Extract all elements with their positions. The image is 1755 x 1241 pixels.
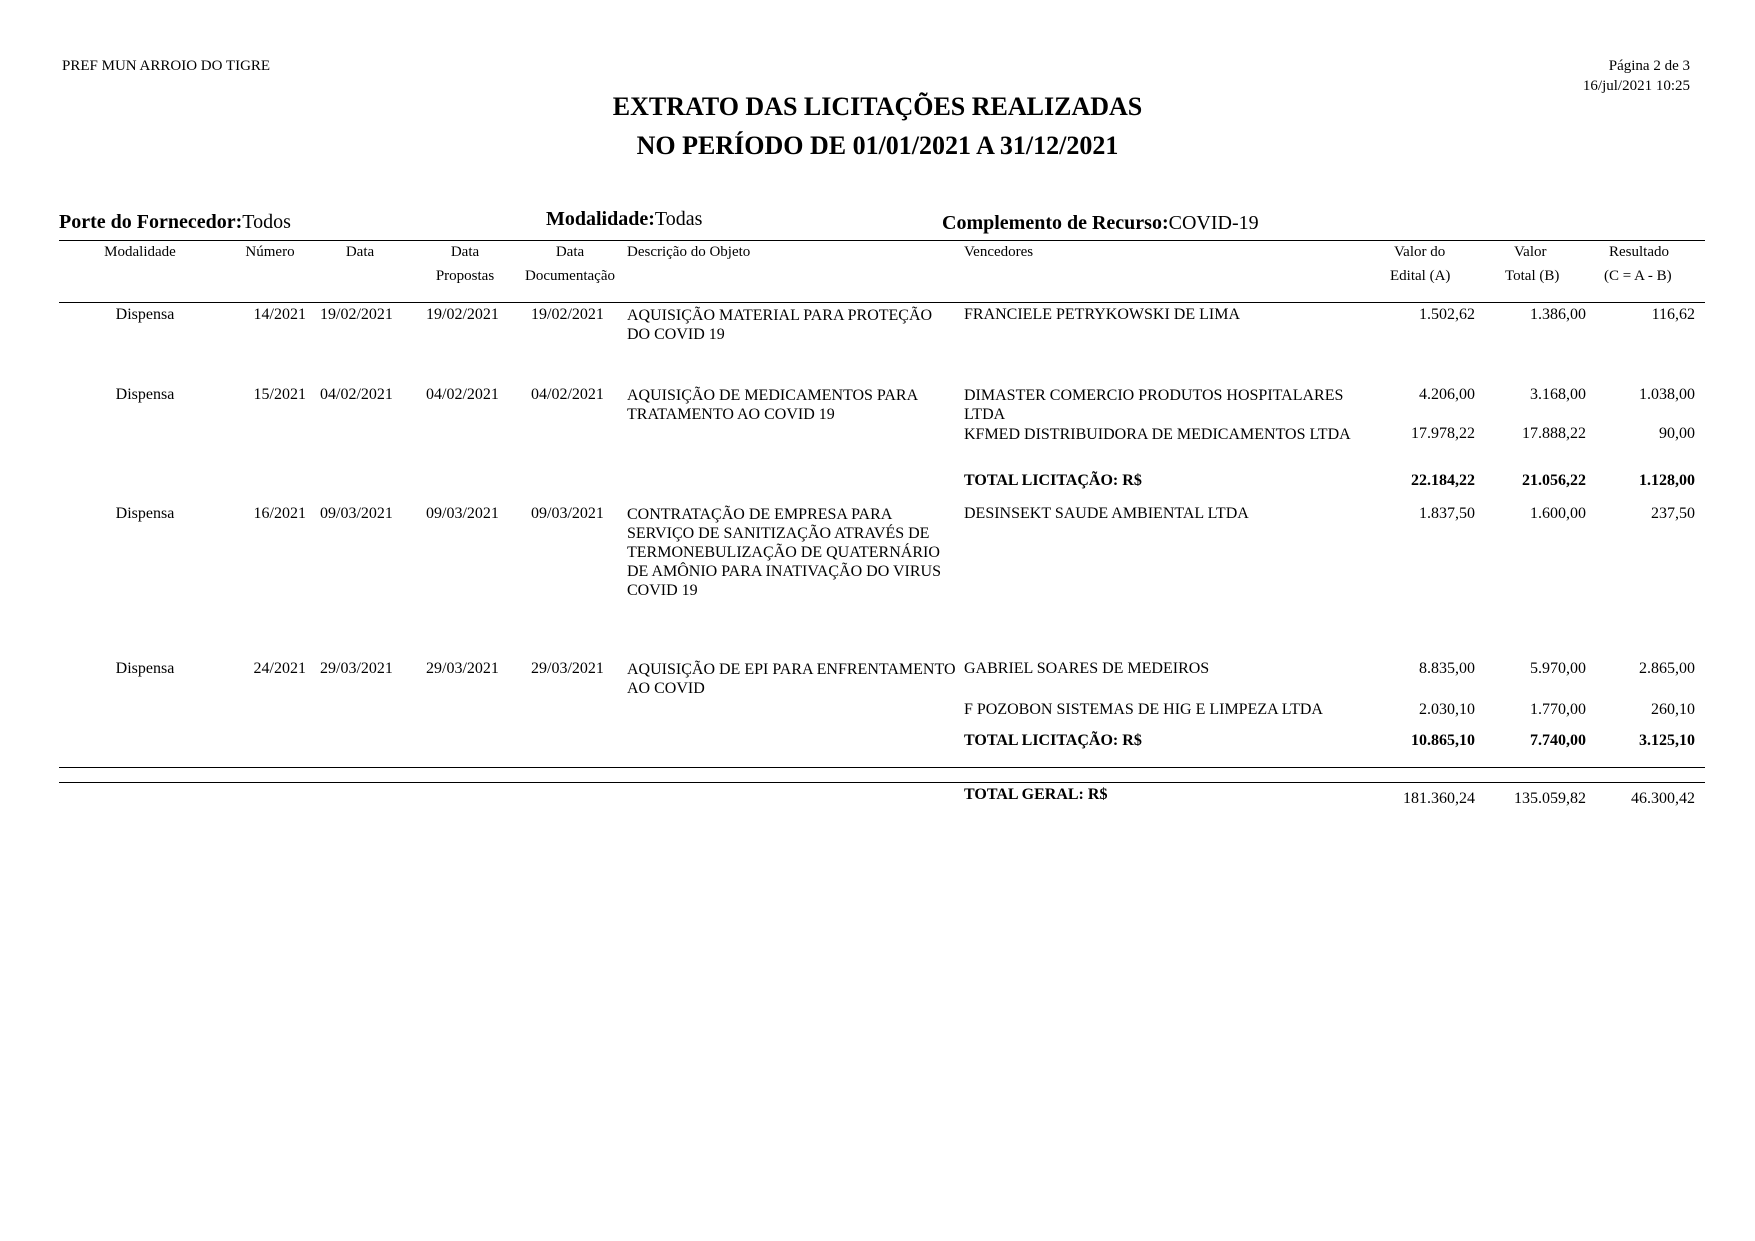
filter-porte-value: Todos xyxy=(242,211,291,233)
valor-edital: 8.835,00 xyxy=(1419,660,1475,677)
filter-modalidade-label: Modalidade: xyxy=(546,208,655,230)
report-title: EXTRATO DAS LICITAÇÕES REALIZADAS xyxy=(612,92,1143,121)
col-data-doc-2: Documentação xyxy=(525,268,615,284)
filter-complemento xyxy=(942,212,1259,235)
valor-edital: 4.206,00 xyxy=(1419,386,1475,403)
vencedor-nome: KFMED DISTRIBUIDORA DE MEDICAMENTOS LTDA xyxy=(964,426,1351,443)
data-documentacao: 29/03/2021 xyxy=(531,660,604,677)
data-propostas: 04/02/2021 xyxy=(426,386,499,403)
col-data-propostas-1: Data xyxy=(450,244,480,260)
col-valor-edital-2: Edital (A) xyxy=(1390,268,1451,284)
valor-edital: 17.978,22 xyxy=(1411,425,1475,442)
valor-edital: 1.502,62 xyxy=(1419,306,1475,323)
data-documentacao: 19/02/2021 xyxy=(531,306,604,323)
filter-modalidade xyxy=(546,208,702,231)
resultado: 2.865,00 xyxy=(1639,660,1695,677)
entity-name: PREF MUN ARROIO DO TIGRE xyxy=(62,58,271,74)
valor-total: 17.888,22 xyxy=(1522,425,1586,442)
report-period: NO PERÍODO DE 01/01/2021 A 31/12/2021 xyxy=(636,131,1119,160)
col-valor-edital-1: Valor do xyxy=(1394,244,1446,260)
data-propostas: 09/03/2021 xyxy=(426,505,499,522)
numero: 14/2021 xyxy=(253,306,306,323)
total-valor-edital: 22.184,22 xyxy=(1411,472,1475,489)
vencedor-nome: F POZOBON SISTEMAS DE HIG E LIMPEZA LTDA xyxy=(964,701,1323,718)
numero: 24/2021 xyxy=(253,660,306,677)
modalidade: Dispensa xyxy=(115,505,175,522)
col-data-propostas-2: Propostas xyxy=(435,268,495,284)
col-valor-total-1: Valor xyxy=(1514,244,1547,260)
total-valor-edital: 10.865,10 xyxy=(1411,732,1475,749)
vencedor-nome: DIMASTER COMERCIO PRODUTOS HOSPITALARES LTDA xyxy=(964,387,1344,423)
valor-edital: 2.030,10 xyxy=(1419,701,1475,718)
filter-complemento-label: Complemento de Recurso: xyxy=(942,212,1169,234)
descricao-objeto: AQUISIÇÃO DE EPI PARA ENFRENTAMENTO AO COVID xyxy=(627,661,956,697)
vencedor-nome: FRANCIELE PETRYKOWSKI DE LIMA xyxy=(964,306,1240,323)
col-data: Data xyxy=(345,244,375,260)
data-propostas: 19/02/2021 xyxy=(426,306,499,323)
total-resultado: 3.125,10 xyxy=(1639,732,1695,749)
header-bottom-rule xyxy=(59,302,1705,303)
filter-complemento-value: COVID-19 xyxy=(1168,212,1259,234)
modalidade: Dispensa xyxy=(115,386,175,403)
filter-porte xyxy=(59,211,291,234)
descricao-objeto: CONTRATAÇÃO DE EMPRESA PARA SERVIÇO DE SANITIZAÇÃO ATRAVÉS DE TERMONEBULIZAÇÃO DE QUATERNÁRIO DE AMÔNIO PARA INATIVAÇÃO DO VIRUS COVID 19 xyxy=(627,506,941,599)
data: 19/02/2021 xyxy=(320,306,393,323)
modalidade: Dispensa xyxy=(115,306,175,323)
valor-edital: 1.837,50 xyxy=(1419,505,1475,522)
total-bottom-rule xyxy=(59,782,1705,783)
numero: 16/2021 xyxy=(253,505,306,522)
resultado: 237,50 xyxy=(1651,505,1695,522)
valor-total: 1.386,00 xyxy=(1530,306,1586,323)
total-valor-total: 21.056,22 xyxy=(1522,472,1586,489)
col-modalidade: Modalidade xyxy=(104,244,176,260)
data: 04/02/2021 xyxy=(320,386,393,403)
total-geral-resultado: 46.300,42 xyxy=(1631,790,1695,807)
col-data-doc-1: Data xyxy=(555,244,585,260)
data-documentacao: 09/03/2021 xyxy=(531,505,604,522)
resultado: 260,10 xyxy=(1651,701,1695,718)
valor-total: 1.600,00 xyxy=(1530,505,1586,522)
total-valor-total: 7.740,00 xyxy=(1530,732,1586,749)
filter-porte-label: Porte do Fornecedor: xyxy=(59,211,243,233)
total-top-rule xyxy=(59,767,1705,768)
total-licitacao-label: TOTAL LICITAÇÃO: R$ xyxy=(964,732,1142,749)
resultado: 1.038,00 xyxy=(1639,386,1695,403)
col-descricao: Descrição do Objeto xyxy=(627,244,751,260)
resultado: 90,00 xyxy=(1659,425,1695,442)
col-resultado-2: (C = A - B) xyxy=(1604,268,1672,284)
valor-total: 3.168,00 xyxy=(1530,386,1586,403)
valor-total: 1.770,00 xyxy=(1530,701,1586,718)
total-resultado: 1.128,00 xyxy=(1639,472,1695,489)
col-valor-total-2: Total (B) xyxy=(1505,268,1560,284)
resultado: 116,62 xyxy=(1651,306,1695,323)
header-top-rule xyxy=(59,240,1705,241)
data: 29/03/2021 xyxy=(320,660,393,677)
page-number: Página 2 de 3 xyxy=(1608,58,1690,74)
data-propostas: 29/03/2021 xyxy=(426,660,499,677)
report-datetime: 16/jul/2021 10:25 xyxy=(1582,78,1690,94)
filter-modalidade-value: Todas xyxy=(654,208,703,230)
valor-total: 5.970,00 xyxy=(1530,660,1586,677)
total-geral-valor-total: 135.059,82 xyxy=(1514,790,1586,807)
numero: 15/2021 xyxy=(253,386,306,403)
modalidade: Dispensa xyxy=(115,660,175,677)
total-geral-valor-edital: 181.360,24 xyxy=(1403,790,1475,807)
total-geral-label: TOTAL GERAL: R$ xyxy=(964,786,1108,803)
col-vencedores: Vencedores xyxy=(964,244,1034,260)
vencedor-nome: GABRIEL SOARES DE MEDEIROS xyxy=(964,660,1210,677)
data: 09/03/2021 xyxy=(320,505,393,522)
col-resultado-1: Resultado xyxy=(1609,244,1669,260)
descricao-objeto: AQUISIÇÃO MATERIAL PARA PROTEÇÃO DO COVID 19 xyxy=(627,307,933,343)
col-numero: Número xyxy=(245,244,295,260)
data-documentacao: 04/02/2021 xyxy=(531,386,604,403)
descricao-objeto: AQUISIÇÃO DE MEDICAMENTOS PARA TRATAMENTO AO COVID 19 xyxy=(627,387,918,423)
vencedor-nome: DESINSEKT SAUDE AMBIENTAL LTDA xyxy=(964,505,1249,522)
total-licitacao-label: TOTAL LICITAÇÃO: R$ xyxy=(964,472,1142,489)
